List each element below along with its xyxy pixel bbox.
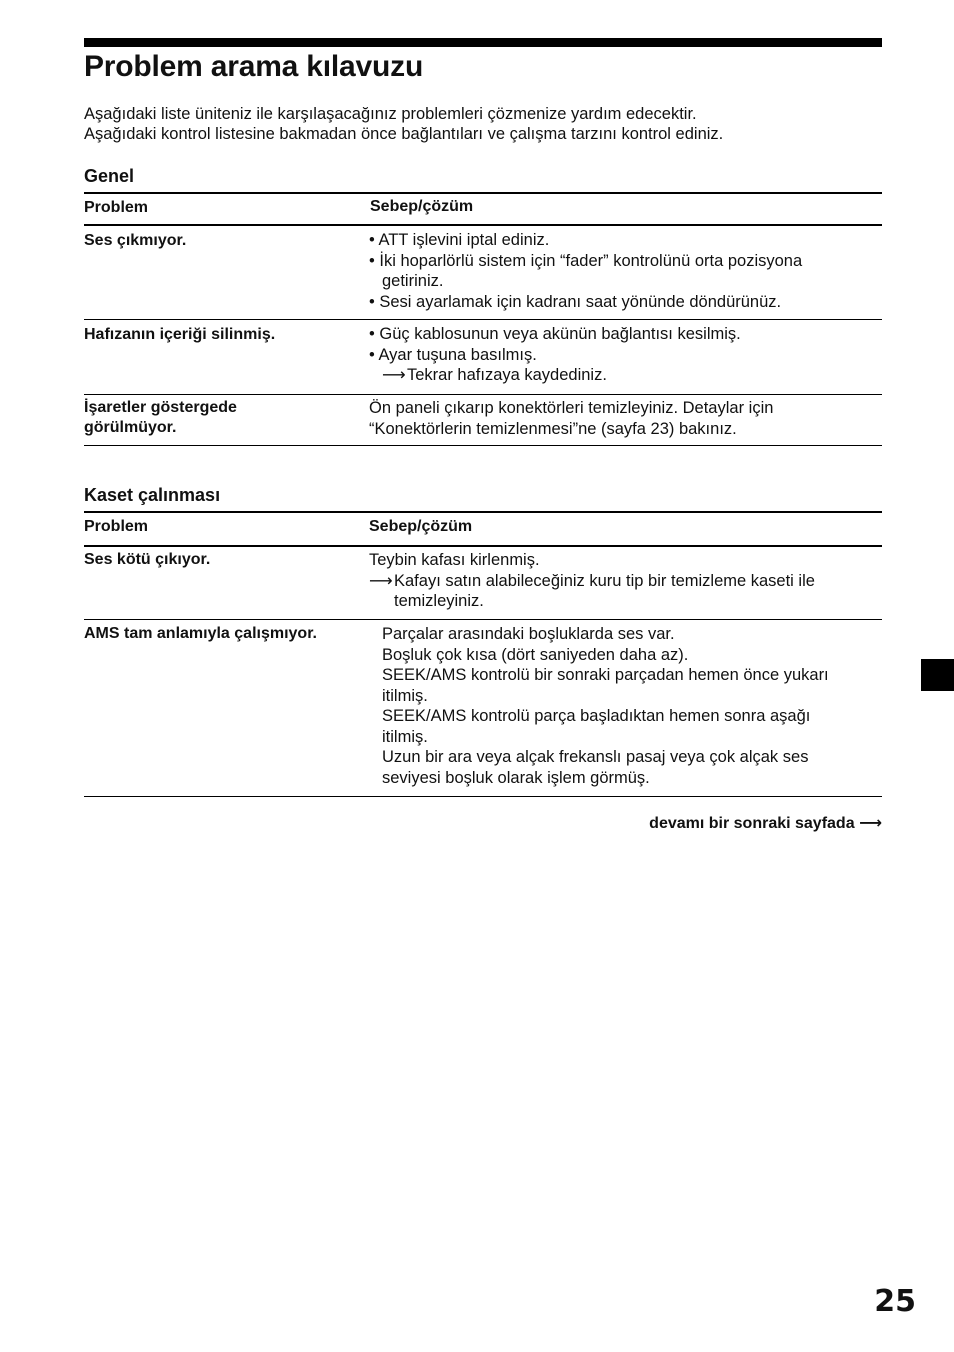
problem-cell: [84, 325, 354, 345]
solution-cell: [382, 624, 877, 788]
row-divider: [84, 394, 882, 395]
solution-line: SEEK/AMS kontrolü bir sonraki parçadan hemen önce yukarı: [382, 666, 829, 684]
solution-line: “Konektörlerin temizlenmesi”ne (sayfa 23) bakınız.: [369, 419, 737, 438]
solution-line: itilmiş.: [382, 686, 428, 705]
problem-text: AMS tam anlamıyla çalışmıyor.: [84, 625, 317, 642]
intro-line: Aşağıdaki liste üniteniz ile karşılaşacağınız problemleri çözmenize yardım edecektir.: [84, 105, 697, 123]
table-bottom-rule: [84, 796, 882, 797]
page-number: 25: [874, 1284, 916, 1319]
solution-line: Ön paneli çıkarıp konektörleri temizleyiniz. Detaylar için: [369, 399, 774, 417]
solution-line: • Ayar tuşuna basılmış.: [369, 345, 537, 364]
solution-line: • Sesi ayarlamak için kadranı saat yönünde döndürünüz.: [369, 292, 782, 311]
table-header-rule: [84, 545, 882, 547]
table-bottom-rule: [84, 445, 882, 446]
arrow-right-icon: ⟶: [859, 815, 882, 832]
problem-text: Ses kötü çıkıyor.: [84, 551, 211, 568]
column-header-problem: Problem: [84, 199, 149, 216]
table-top-rule: [84, 511, 882, 513]
problem-text: Hafızanın içeriği silinmiş.: [84, 326, 276, 343]
continued-text: devamı bir sonraki sayfada: [649, 815, 855, 832]
column-header-solution: Sebep/çözüm: [370, 198, 474, 215]
row-divider: [84, 619, 882, 620]
continued-note: [649, 813, 882, 833]
solution-line: ⟶Kafayı satın alabileceğiniz kuru tip bir temizleme kaseti ile: [369, 571, 815, 590]
section-tab-marker: [921, 659, 954, 691]
solution-line: temizleyiniz.: [394, 592, 484, 610]
solution-line: ⟶Tekrar hafızaya kaydediniz.: [382, 366, 607, 384]
solution-line: Boşluk çok kısa (dört saniyeden daha az).: [382, 645, 689, 664]
problem-text: Ses çıkmıyor.: [84, 232, 187, 249]
solution-cell: [369, 398, 869, 439]
section-title-genel: Genel: [84, 166, 135, 186]
solution-line: Uzun bir ara veya alçak frekanslı pasaj veya çok alçak ses: [382, 748, 809, 766]
solution-cell: [369, 230, 869, 312]
intro-line: Aşağıdaki kontrol listesine bakmadan önce bağlantıları ve çalışma tarzını kontrol ediniz.: [84, 125, 724, 143]
solution-line: • Güç kablosunun veya akünün bağlantısı kesilmiş.: [369, 325, 741, 343]
problem-cell: [84, 398, 354, 438]
solution-line: seviyesi boşluk olarak işlem görmüş.: [382, 768, 650, 787]
solution-line: itilmiş.: [382, 727, 428, 746]
solution-line: Parçalar arasındaki boşluklarda ses var.: [382, 625, 675, 643]
solution-cell: [369, 550, 874, 612]
page-title: Problem arama kılavuzu: [84, 50, 424, 83]
intro-text: [84, 104, 723, 144]
arrow-right-icon: ⟶: [369, 571, 393, 590]
row-divider: [84, 319, 882, 320]
solution-line: getiriniz.: [382, 272, 444, 290]
section-title-kaset: Kaset çalınması: [84, 485, 221, 505]
solution-cell: [369, 324, 869, 386]
arrow-right-icon: ⟶: [382, 366, 406, 384]
problem-cell: [84, 231, 354, 251]
column-header-solution: Sebep/çözüm: [369, 518, 473, 535]
title-rule: [84, 38, 882, 47]
solution-line: • ATT işlevini iptal ediniz.: [369, 231, 550, 249]
problem-cell: [84, 624, 374, 644]
problem-text: İşaretler göstergede: [84, 399, 237, 416]
table-top-rule: [84, 192, 882, 194]
problem-text: görülmüyor.: [84, 419, 177, 436]
solution-line: SEEK/AMS kontrolü parça başladıktan hemen sonra aşağı: [382, 707, 811, 725]
column-header-problem: Problem: [84, 518, 149, 535]
solution-line: Teybin kafası kirlenmiş.: [369, 551, 540, 569]
problem-cell: [84, 550, 354, 570]
solution-line: • İki hoparlörlü sistem için “fader” kontrolünü orta pozisyona: [369, 251, 803, 270]
table-header-rule: [84, 224, 882, 226]
